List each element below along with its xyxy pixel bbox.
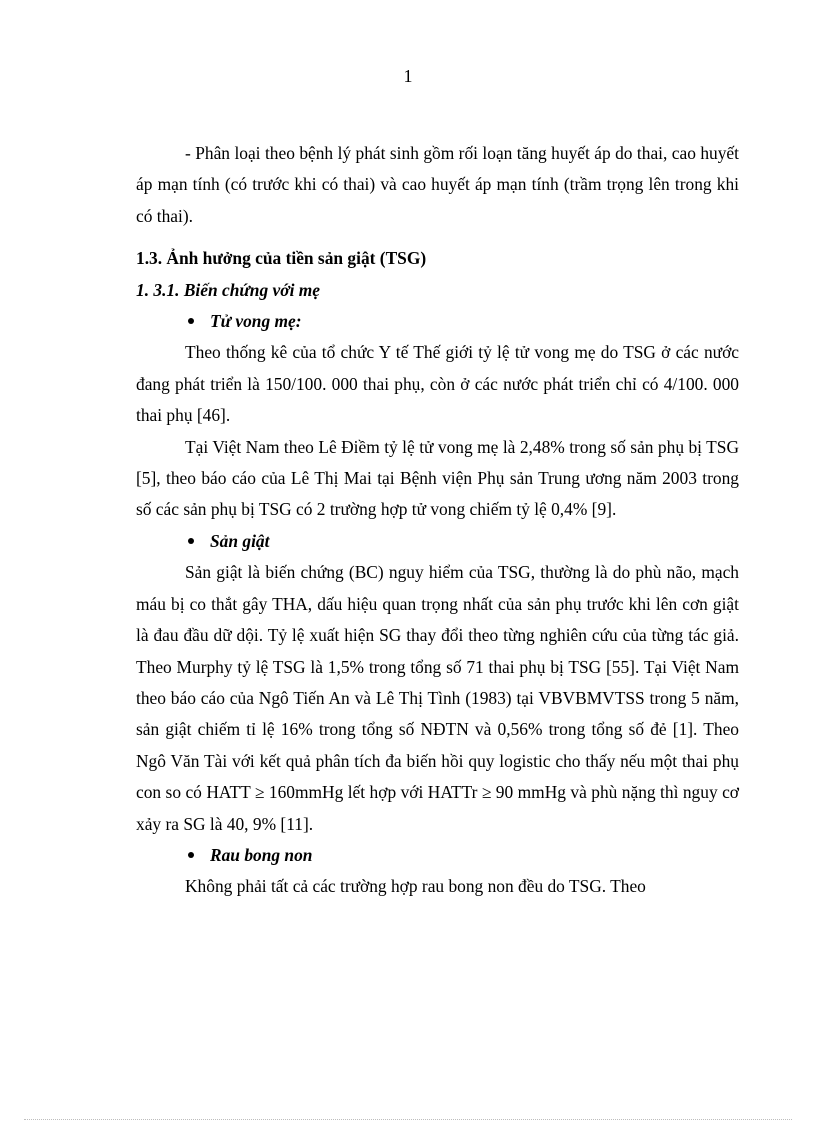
page-body: [136, 138, 739, 903]
page-bottom-divider: [24, 1119, 792, 1120]
subsection-heading: 1. 3.1. Biến chứng với mẹ: [136, 279, 320, 300]
bullet-item-maternal-death: [136, 306, 739, 337]
bullet-item-placental-abruption: [136, 840, 739, 871]
page-number: 1: [403, 66, 413, 86]
bullet-icon: [188, 526, 210, 557]
paragraph-classification: - Phân loại theo bệnh lý phát sinh gồm rối loạn tăng huyết áp do thai, cao huyết áp mạn tính (có trước khi có thai) và cao huyết áp mạn tính (trầm trọng lên trong khi có thai).: [136, 143, 739, 226]
bullet-label: Tử vong mẹ:: [210, 311, 302, 332]
bullet-icon: [188, 306, 210, 337]
paragraph-eclampsia: Sản giật là biến chứng (BC) nguy hiểm của TSG, thường là do phù não, mạch máu bị co thắt gây THA, dấu hiệu quan trọng nhất của sản phụ trước khi lên cơn giật là đau đầu dữ dội. Tỷ lệ xuất hiện SG thay đổi theo từng nghiên cứu của từng tác giả. Theo Murphy tỷ lệ TSG là 1,5% trong tổng số 71 thai phụ bị TSG [55]. Tại Việt Nam theo báo cáo của Ngô Tiến An và Lê Thị Tình (1983) tại VBVBMVTSS trong 5 năm, sản giật chiếm tỉ lệ 16% trong tổng số NĐTN và 0,56% trong tổng số đẻ [1]. Theo Ngô Văn Tài với kết quả phân tích đa biến hồi quy logistic cho thấy nếu một thai phụ con so có HATT ≥ 160mmHg lết hợp với HATTr ≥ 90 mmHg và phù nặng thì nguy cơ xảy ra SG là 40, 9% [11].: [136, 562, 739, 834]
bullet-label: Rau bong non: [210, 844, 313, 865]
paragraph-vietnam-statistics: Tại Việt Nam theo Lê Điềm tỷ lệ tử vong mẹ là 2,48% trong số sản phụ bị TSG [5], theo báo cáo của Lê Thị Mai tại Bệnh viện Phụ sản Trung ương năm 2003 trong số các sản phụ bị TSG có 2 trường hợp tử vong chiếm tỷ lệ 0,4% [9].: [136, 436, 739, 520]
paragraph-placental-abruption: Không phải tất cả các trường hợp rau bong non đều do TSG. Theo: [185, 876, 646, 897]
bullet-icon: [188, 840, 210, 871]
bullet-item-eclampsia: [136, 526, 739, 557]
bullet-label: Sản giật: [210, 530, 270, 551]
paragraph-who-statistics: Theo thống kê của tổ chức Y tế Thế giới tỷ lệ tử vong mẹ do TSG ở các nước đang phát triển là 150/100. 000 thai phụ, còn ở các nước phát triển chỉ có 4/100. 000 thai phụ [46].: [136, 342, 739, 426]
section-heading: 1.3. Ảnh hưởng của tiền sản giật (TSG): [136, 248, 427, 269]
